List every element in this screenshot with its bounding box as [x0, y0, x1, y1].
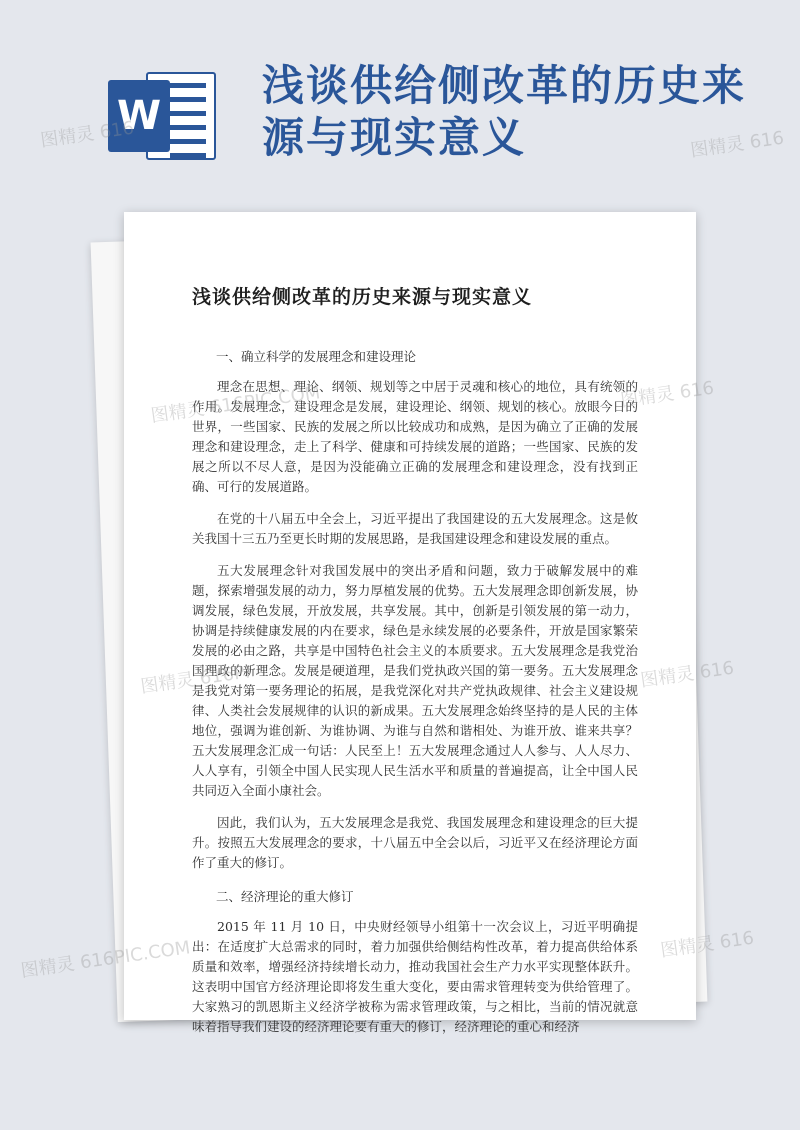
section-heading: 二、经济理论的重大修订: [216, 889, 354, 904]
document-title: 浅谈供给侧改革的历史来源与现实意义: [192, 286, 533, 308]
watermark: 图精灵 616: [689, 127, 786, 162]
banner: [0, 0, 800, 200]
watermark: 图精灵 616: [619, 377, 716, 412]
paragraph: 在党的十八届五中全会上，习近平提出了我国建设的五大发展理念。这是攸关我国十三五乃至更长时期的发展思路，是我国建设理念和建设发展的重点。: [192, 511, 638, 546]
watermark: 图精灵 616PIC.COM: [19, 937, 192, 982]
paragraph: 五大发展理念针对我国发展中的突出矛盾和问题，致力于破解发展中的难题，探索增强发展的动力，努力厚植发展的优势。五大发展理念即创新发展，协调发展，绿色发展，开放发展，共享发展。其中，创新是引领发展的第一动力，协调是持续健康发展的内在要求，绿色是永续发展的必要条件，开放是国家繁荣发展的必由之路，共享是中国特色社会主义的本质要求。五大发展理念是我党治国理政的新理念。发展是硬道理，是我们党执政兴国的第一要务。五大发展理念是我党对第一要务理论的拓展，是我党深化对共产党执政规律、社会主义建设规律、人类社会发展规律的认识的新成果。五大发展理念始终坚持的是人民的主体地位，强调为谁创新、为谁协调、为谁与自然和谐相处、为谁开放、谁来共享？五大发展理念汇成一句话：人民至上！五大发展理念通过人人参与、人人尽力、人人享有，引领全中国人民实现人民生活水平和质量的普遍提高，让全中国人民共同迈入全面小康社会。: [192, 563, 638, 798]
watermark: 图精灵 616: [639, 657, 736, 692]
watermark: 图精灵 616: [39, 117, 136, 152]
document-page: [124, 212, 696, 1034]
word-badge: W: [108, 80, 170, 152]
word-document-icon: [108, 72, 216, 160]
section-heading: 一、确立科学的发展理念和建设理论: [216, 349, 417, 364]
watermark: 图精灵 616PI: [139, 661, 252, 698]
document-body: [124, 309, 696, 1037]
paragraph: 理念在思想、理论、纲领、规划等之中居于灵魂和核心的地位，具有统领的作用。发展理念，建设理念是发展，建设理论、纲领、规划的核心。放眼今日的世界，一些国家、民族的发展之所以比较成功和成熟，是因为确立了正确的发展理念和建设理念，走上了科学、健康和可持续发展的道路；一些国家、民族的发展之所以不尽人意，是因为没能确立正确的发展理念和建设理念，没有找到正确、可行的发展道路。: [192, 379, 638, 494]
watermark: 图精灵 616: [659, 927, 756, 962]
banner-title: 浅谈供给侧改革的历史来源与现实意义: [262, 61, 747, 162]
paragraph: 因此，我们认为，五大发展理念是我党、我国发展理念和建设理念的巨大提升。按照五大发展理念的要求，十八届五中全会以后，习近平又在经济理论方面作了重大的修订。: [192, 815, 638, 870]
watermark: 图精灵 616PIC.COM: [149, 382, 322, 427]
paragraph: 2015 年 11 月 10 日，中央财经领导小组第十一次会议上，习近平明确提出：在适度扩大总需求的同时，着力加强供给侧结构性改革，着力提高供给体系质量和效率，增强经济持续增长动力，推动我国社会生产力水平实现整体跃升。这表明中国官方经济理论即将发生重大变化，要由需求管理转变为供给管理了。大家熟习的凯恩斯主义经济学被称为需求管理政策，与之相比，当前的情况就意味着指导我们建设的经济理论要有重大的修订，经济理论的重心和经济: [192, 919, 638, 1034]
